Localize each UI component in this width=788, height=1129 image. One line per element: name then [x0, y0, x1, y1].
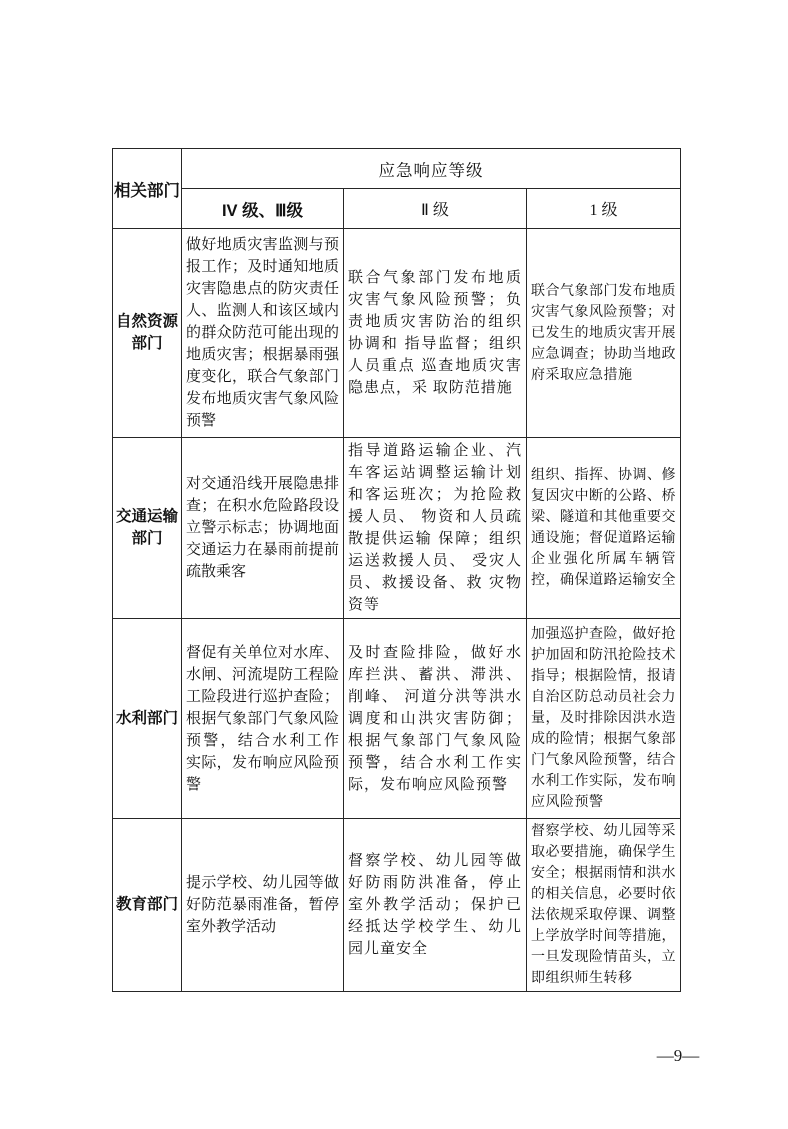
dept-label-transportation: 交通运输部门 [113, 438, 182, 619]
dept-label-water-resources: 水利部门 [113, 619, 182, 819]
response-level-table [112, 148, 681, 992]
table-row-transportation [113, 438, 681, 619]
level-header-i: 1 级 [527, 189, 681, 229]
cell-education-level-ii: 督察学校、幼儿园等做好防雨防洪准备，停止室外教学活动；保护已经抵达学校学生、幼儿园儿童安全 [344, 819, 527, 992]
cell-education-level-iv-iii: 提示学校、幼儿园等做好防范暴雨准备，暂停室外教学活动 [182, 819, 344, 992]
cell-water-resources-level-ii: 及时查险排险，做好水库拦洪、蓄洪、滞洪、削峰、 河道分洪等洪水调度和山洪灾害防御；根据气象部门气象风险预警，结合水利工作实际，发布响应风险预警 [344, 619, 527, 819]
cell-natural-resources-level-iv-iii: 做好地质灾害监测与预报工作；及时通知地质灾害隐患点的防灾责任人、监测人和该区域内的群众防范可能出现的地质灾害；根据暴雨强度变化，联合气象部门发布地质灾害气象风险预警 [182, 229, 344, 438]
dept-label-education: 教育部门 [113, 819, 182, 992]
cell-natural-resources-level-i: 联合气象部门发布地质 灾害气象风险预警；对 已发生的地质灾害开展 应急调查；协助当地政 府采取应急措施 [527, 229, 681, 438]
level-header-ii: Ⅱ 级 [344, 189, 527, 229]
cell-transportation-level-iv-iii: 对交通沿线开展隐患排查；在积水危险路段设立警示标志；协调地面交通运力在暴雨前提前疏散乘客 [182, 438, 344, 619]
group-header-emergency-response-level: 应急响应等级 [182, 149, 681, 189]
table-row-education [113, 819, 681, 992]
cell-water-resources-level-i: 加强巡护查险，做好抢护加固和防汛抢险技术指导；根据险情，报请自治区防总动员社会力 量，及时排除因洪水造 成的险情；根据气象部 门气象风险预警，结合 水利工作实际，发布响 应风险预警 [527, 619, 681, 819]
cell-natural-resources-level-ii: 联合气象部门发布地质灾害气象风险预警；负责地质灾害防治的组织协调和 指导监督；组织人员重点 巡查地质灾害隐患点，采 取防范措施 [344, 229, 527, 438]
cell-transportation-level-ii: 指导道路运输企业、汽车客运站调整运输计划和客运班次；为抢险救援人员、 物资和人员疏散提供运输 保障；组织运送救援人员、 受灾人员、救援设备、救 灾物资等 [344, 438, 527, 619]
cell-transportation-level-i: 组织、指挥、协调、修复因灾中断的公路、桥梁、隧道和其他重要交通设施；督促道路运输 企业强化所属车辆管控，确保道路运输安全 [527, 438, 681, 619]
corner-header-related-departments: 相关部门 [113, 149, 182, 229]
cell-water-resources-level-iv-iii: 督促有关单位对水库、水闸、河流堤防工程险工险段进行巡护查险；根据气象部门气象风险预警，结合水利工作 实际，发布响应风险预 警 [182, 619, 344, 819]
table-row-water-resources [113, 619, 681, 819]
table-row-natural-resources [113, 229, 681, 438]
page-number: —9— [656, 1046, 700, 1065]
dept-label-natural-resources: 自然资源部门 [113, 229, 182, 438]
level-header-iv-iii: IV 级、Ⅲ级 [182, 189, 344, 229]
cell-education-level-i: 督察学校、幼儿园等采取必要措施，确保学生安全；根据雨情和洪水的相关信息，必要时依法依规采取停课、调整上学放学时间等措施，一旦发现险情苗头，立即组织师生转移 [527, 819, 681, 992]
